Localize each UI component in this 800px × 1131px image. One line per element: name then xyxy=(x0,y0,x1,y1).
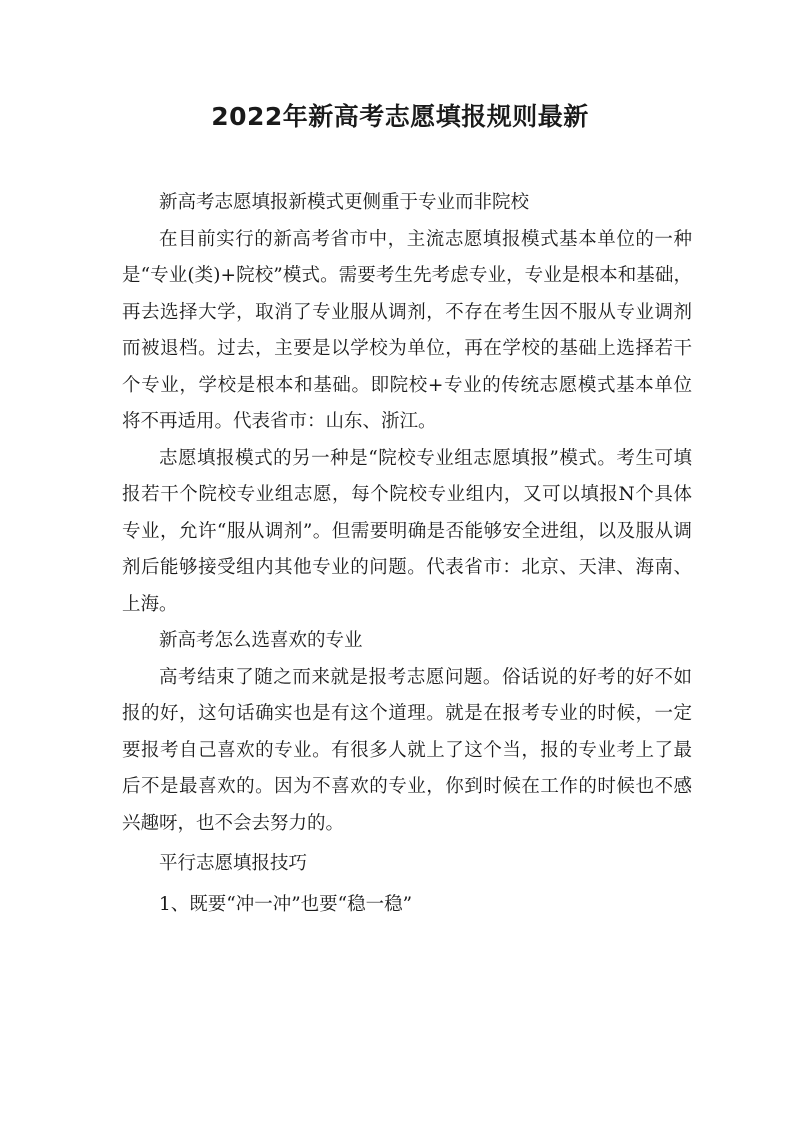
paragraph-major-plus-school: 在目前实行的新高考省市中，主流志愿填报模式基本单位的一种是“专业(类)+院校”模式。需要考生先考虑专业，专业是根本和基础，再去选择大学，取消了专业服从调剂，不存在考生因不服从专业调剂而被退档。过去，主要是以学校为单位，再在学校的基础上选择若干个专业，学校是根本和基础。即院校+专业的传统志愿模式基本单位将不再适用。代表省市：山东、浙江。 xyxy=(122,228,692,432)
subheading-parallel-tips: 平行志愿填报技巧 xyxy=(159,853,308,874)
subheading-new-mode: 新高考志愿填报新模式更侧重于专业而非院校 xyxy=(159,192,530,213)
subheading-choose-major: 新高考怎么选喜欢的专业 xyxy=(159,630,363,651)
list-item-tip-1: 1、既要“冲一冲”也要“稳一稳” xyxy=(159,893,413,915)
document-body xyxy=(122,185,692,923)
document-title: 2022年新高考志愿填报规则最新 xyxy=(211,102,589,131)
paragraph-school-major-group: 志愿填报模式的另一种是“院校专业组志愿填报”模式。考生可填报若干个院校专业组志愿，每个院校专业组内，又可以填报N个具体专业，允许“服从调剂”。但需要明确是否能够安全进组，以及服从调剂后能够接受组内其他专业的问题。代表省市：北京、天津、海南、上海。 xyxy=(122,447,692,615)
paragraph-choose-major: 高考结束了随之而来就是报考志愿问题。俗话说的好考的好不如报的好，这句话确实也是有这个道理。就是在报考专业的时候，一定要报考自己喜欢的专业。有很多人就上了这个当，报的专业考上了最后不是最喜欢的。因为不喜欢的专业，你到时候在工作的时候也不感兴趣呀，也不会去努力的。 xyxy=(122,666,692,834)
